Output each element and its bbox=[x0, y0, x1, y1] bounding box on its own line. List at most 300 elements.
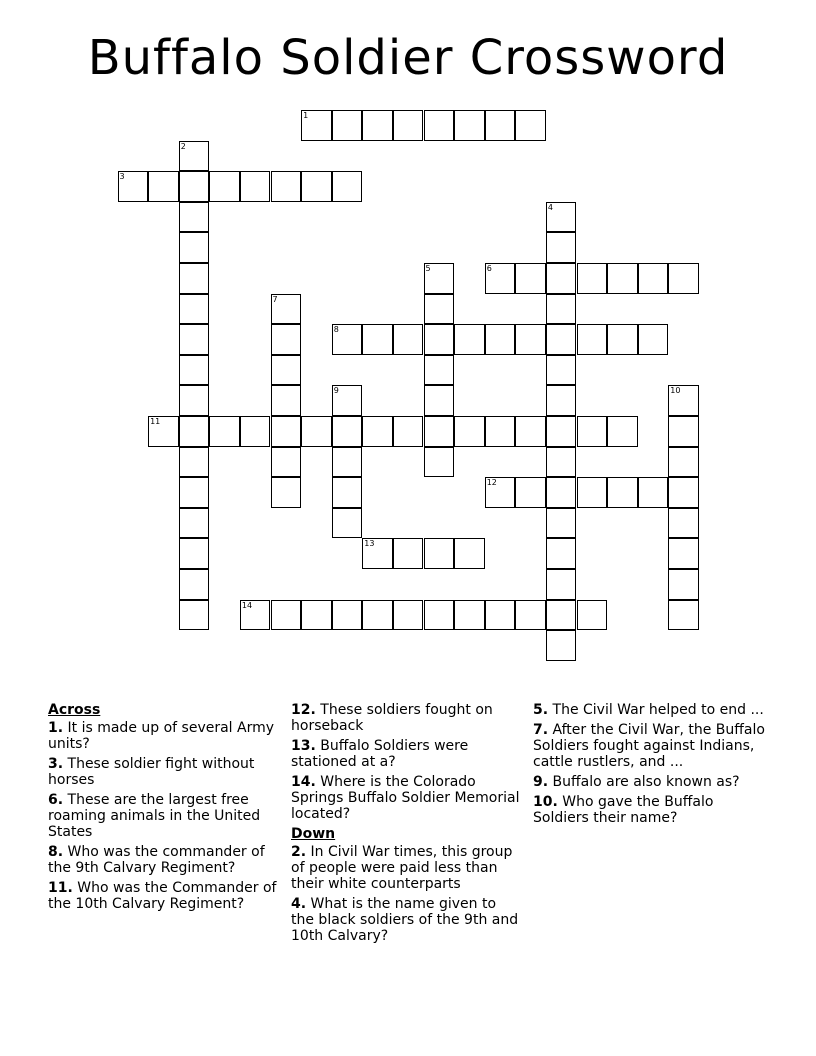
grid-cell[interactable] bbox=[179, 355, 210, 386]
grid-cell[interactable] bbox=[179, 324, 210, 355]
grid-cell[interactable] bbox=[424, 416, 455, 447]
grid-cell[interactable] bbox=[607, 324, 638, 355]
grid-cell[interactable] bbox=[271, 385, 302, 416]
grid-cell[interactable] bbox=[301, 416, 332, 447]
clue-across-14 bbox=[291, 774, 523, 822]
grid-cell[interactable] bbox=[515, 324, 546, 355]
grid-cell[interactable] bbox=[668, 263, 699, 294]
clue-number-label: 12 bbox=[486, 478, 497, 488]
grid-cell[interactable] bbox=[577, 263, 608, 294]
grid-cell[interactable] bbox=[546, 385, 577, 416]
cell-input[interactable] bbox=[547, 601, 576, 630]
clue-number-label: 9 bbox=[333, 386, 339, 396]
cell-input[interactable] bbox=[272, 295, 301, 324]
grid-cell[interactable] bbox=[332, 416, 363, 447]
cell-input[interactable] bbox=[210, 172, 239, 201]
clue-number: 6. bbox=[48, 792, 64, 808]
cell-input[interactable] bbox=[425, 417, 454, 446]
grid-cell[interactable] bbox=[148, 416, 179, 447]
grid-cell[interactable] bbox=[485, 110, 516, 141]
cell-input[interactable] bbox=[363, 417, 392, 446]
grid-cell[interactable] bbox=[362, 324, 393, 355]
clue-across-13 bbox=[291, 738, 523, 770]
grid-cell[interactable] bbox=[179, 141, 210, 172]
cell-input[interactable] bbox=[516, 417, 545, 446]
cell-input[interactable] bbox=[425, 356, 454, 385]
cell-input[interactable] bbox=[180, 203, 209, 232]
cell-input[interactable] bbox=[547, 631, 576, 660]
cell-input[interactable] bbox=[302, 417, 331, 446]
cell-input[interactable] bbox=[639, 478, 668, 507]
grid-cell[interactable] bbox=[577, 416, 608, 447]
grid-cell[interactable] bbox=[515, 110, 546, 141]
cell-input[interactable] bbox=[639, 325, 668, 354]
grid-cell[interactable] bbox=[424, 600, 455, 631]
cell-input[interactable] bbox=[455, 539, 484, 568]
grid-cell[interactable] bbox=[668, 600, 699, 631]
cell-input[interactable] bbox=[669, 417, 698, 446]
grid-cell[interactable] bbox=[424, 324, 455, 355]
grid-cell[interactable] bbox=[179, 263, 210, 294]
cell-input[interactable] bbox=[578, 417, 607, 446]
grid-cell[interactable] bbox=[638, 263, 669, 294]
grid-cell[interactable] bbox=[271, 355, 302, 386]
grid-cell[interactable] bbox=[179, 202, 210, 233]
cell-input[interactable] bbox=[455, 111, 484, 140]
cell-input[interactable] bbox=[455, 601, 484, 630]
cell-input[interactable] bbox=[547, 203, 576, 232]
grid-cell[interactable] bbox=[668, 538, 699, 569]
grid-cell[interactable] bbox=[577, 477, 608, 508]
cell-input[interactable] bbox=[425, 386, 454, 415]
cell-input[interactable] bbox=[608, 264, 637, 293]
grid-cell[interactable] bbox=[179, 385, 210, 416]
cell-input[interactable] bbox=[547, 295, 576, 324]
cell-input[interactable] bbox=[455, 325, 484, 354]
clue-number-label: 11 bbox=[150, 417, 161, 426]
clue-text: Who gave the Buffalo Soldiers their name? bbox=[533, 794, 714, 826]
cell-input[interactable] bbox=[302, 601, 331, 630]
cell-input[interactable] bbox=[333, 111, 362, 140]
cell-input[interactable] bbox=[486, 111, 515, 140]
clue-across-12 bbox=[291, 702, 523, 734]
grid-cell[interactable] bbox=[179, 294, 210, 325]
grid-cell[interactable] bbox=[148, 171, 179, 202]
clue-number-label: 4 bbox=[547, 202, 553, 212]
grid-cell[interactable] bbox=[546, 508, 577, 539]
grid-cell[interactable] bbox=[577, 600, 608, 631]
cell-input[interactable] bbox=[394, 111, 423, 140]
grid-cell[interactable] bbox=[209, 416, 240, 447]
cell-input[interactable] bbox=[547, 448, 576, 477]
cell-input[interactable] bbox=[394, 601, 423, 630]
grid-cell[interactable] bbox=[515, 416, 546, 447]
grid-cell[interactable] bbox=[607, 477, 638, 508]
clue-text: Buffalo Soldiers were stationed at a? bbox=[291, 738, 469, 770]
clue-text: These soldiers fought on horseback bbox=[291, 702, 493, 734]
cell-input[interactable] bbox=[333, 417, 362, 446]
page-title: Buffalo Soldier Crossword bbox=[87, 30, 729, 86]
grid-cell[interactable] bbox=[607, 416, 638, 447]
clue-number: 1. bbox=[48, 720, 64, 736]
cell-input[interactable] bbox=[180, 325, 209, 354]
cell-input[interactable] bbox=[302, 172, 331, 201]
grid-cell[interactable] bbox=[271, 324, 302, 355]
clue-number: 4. bbox=[291, 896, 307, 912]
grid-cell[interactable] bbox=[454, 324, 485, 355]
cell-input[interactable] bbox=[149, 417, 178, 446]
grid-cell[interactable] bbox=[485, 416, 516, 447]
grid-cell[interactable] bbox=[424, 355, 455, 386]
clue-number-label: 13 bbox=[364, 539, 375, 549]
grid-cell[interactable] bbox=[332, 477, 363, 508]
grid-cell[interactable] bbox=[668, 477, 699, 508]
cell-input[interactable] bbox=[578, 325, 607, 354]
cell-input[interactable] bbox=[425, 295, 454, 324]
grid-cell[interactable] bbox=[668, 416, 699, 447]
grid-cell[interactable] bbox=[271, 416, 302, 447]
grid-cell[interactable] bbox=[546, 294, 577, 325]
clue-text: In Civil War times, this group of people were paid less than their white counterparts bbox=[291, 844, 513, 892]
cell-input[interactable] bbox=[547, 570, 576, 599]
cell-input[interactable] bbox=[578, 601, 607, 630]
grid-cell[interactable] bbox=[332, 508, 363, 539]
cell-input[interactable] bbox=[333, 172, 362, 201]
clue-number: 2. bbox=[291, 844, 307, 860]
clue-text: What is the name given to the black soldiers of the 9th and 10th Calvary? bbox=[291, 896, 519, 944]
cell-input[interactable] bbox=[425, 539, 454, 568]
cell-input[interactable] bbox=[394, 417, 423, 446]
cell-input[interactable] bbox=[333, 386, 362, 415]
grid-cell[interactable] bbox=[332, 385, 363, 416]
cell-input[interactable] bbox=[425, 264, 454, 293]
grid-cell[interactable] bbox=[424, 447, 455, 478]
grid-cell[interactable] bbox=[393, 600, 424, 631]
clue-number-label: 8 bbox=[333, 325, 339, 335]
cell-input[interactable] bbox=[608, 417, 637, 446]
cell-input[interactable] bbox=[547, 264, 576, 293]
grid-cell[interactable] bbox=[607, 263, 638, 294]
clue-text: The Civil War helped to end ... bbox=[552, 702, 764, 718]
cell-input[interactable] bbox=[180, 172, 209, 201]
cell-input[interactable] bbox=[669, 478, 698, 507]
clue-down-4 bbox=[291, 896, 523, 944]
cell-input[interactable] bbox=[272, 325, 301, 354]
grid-cell[interactable] bbox=[179, 600, 210, 631]
clue-across-8 bbox=[48, 844, 280, 876]
grid-cell[interactable] bbox=[454, 110, 485, 141]
grid-cell[interactable] bbox=[332, 324, 363, 355]
grid-cell[interactable] bbox=[454, 600, 485, 631]
grid-cell[interactable] bbox=[546, 538, 577, 569]
grid-cell[interactable] bbox=[240, 416, 271, 447]
cell-input[interactable] bbox=[669, 570, 698, 599]
grid-cell[interactable] bbox=[362, 110, 393, 141]
cell-input[interactable] bbox=[547, 386, 576, 415]
cell-input[interactable] bbox=[180, 601, 209, 630]
clue-number-label: 1 bbox=[303, 111, 309, 120]
grid-cell[interactable] bbox=[240, 171, 271, 202]
grid-cell[interactable] bbox=[179, 538, 210, 569]
clue-across-11 bbox=[48, 880, 280, 912]
grid-cell[interactable] bbox=[301, 110, 332, 141]
grid-cell[interactable] bbox=[424, 110, 455, 141]
grid-cell[interactable] bbox=[546, 600, 577, 631]
cell-input[interactable] bbox=[486, 264, 515, 293]
cell-input[interactable] bbox=[425, 601, 454, 630]
grid-cell[interactable] bbox=[638, 324, 669, 355]
grid-cell[interactable] bbox=[515, 263, 546, 294]
cell-input[interactable] bbox=[516, 601, 545, 630]
clue-number-label: 2 bbox=[180, 141, 186, 151]
cell-input[interactable] bbox=[241, 601, 270, 630]
cell-input[interactable] bbox=[608, 325, 637, 354]
clue-text: Where is the Colorado Springs Buffalo Soldier Memorial located? bbox=[291, 774, 520, 822]
grid-cell[interactable] bbox=[668, 385, 699, 416]
cell-input[interactable] bbox=[180, 264, 209, 293]
across-heading: Across bbox=[48, 702, 101, 718]
cell-input[interactable] bbox=[272, 601, 301, 630]
grid-cell[interactable] bbox=[393, 538, 424, 569]
grid-cell[interactable] bbox=[424, 263, 455, 294]
cell-input[interactable] bbox=[455, 417, 484, 446]
grid-cell[interactable] bbox=[332, 110, 363, 141]
cell-input[interactable] bbox=[394, 539, 423, 568]
clue-text: After the Civil War, the Buffalo Soldiers fought against Indians, cattle rustlers, and ... bbox=[533, 722, 765, 770]
grid-cell[interactable] bbox=[332, 447, 363, 478]
grid-cell[interactable] bbox=[424, 538, 455, 569]
cell-input[interactable] bbox=[241, 417, 270, 446]
clue-number-label: 3 bbox=[119, 172, 125, 182]
grid-cell[interactable] bbox=[546, 263, 577, 294]
cell-input[interactable] bbox=[210, 417, 239, 446]
grid-cell[interactable] bbox=[179, 232, 210, 263]
grid-cell[interactable] bbox=[332, 171, 363, 202]
cell-input[interactable] bbox=[180, 570, 209, 599]
clue-number: 11. bbox=[48, 880, 73, 896]
clue-number: 14. bbox=[291, 774, 316, 790]
grid-cell[interactable] bbox=[485, 477, 516, 508]
cell-input[interactable] bbox=[149, 172, 178, 201]
clue-number-label: 7 bbox=[272, 294, 278, 304]
grid-cell[interactable] bbox=[668, 569, 699, 600]
grid-cell[interactable] bbox=[209, 171, 240, 202]
grid-cell[interactable] bbox=[240, 600, 271, 631]
cell-input[interactable] bbox=[547, 417, 576, 446]
cell-input[interactable] bbox=[333, 601, 362, 630]
cell-input[interactable] bbox=[180, 142, 209, 171]
grid-cell[interactable] bbox=[454, 416, 485, 447]
grid-cell[interactable] bbox=[362, 600, 393, 631]
grid-cell[interactable] bbox=[668, 508, 699, 539]
cell-input[interactable] bbox=[241, 172, 270, 201]
cell-input[interactable] bbox=[180, 448, 209, 477]
cell-input[interactable] bbox=[608, 478, 637, 507]
grid-cell[interactable] bbox=[271, 477, 302, 508]
clue-text: These soldier fight without horses bbox=[48, 756, 255, 788]
grid-cell[interactable] bbox=[301, 171, 332, 202]
grid-cell[interactable] bbox=[577, 324, 608, 355]
grid-cell[interactable] bbox=[393, 416, 424, 447]
cell-input[interactable] bbox=[516, 325, 545, 354]
cell-input[interactable] bbox=[639, 264, 668, 293]
cell-input[interactable] bbox=[272, 478, 301, 507]
clue-number-label: 10 bbox=[670, 386, 681, 396]
cell-input[interactable] bbox=[425, 448, 454, 477]
grid-cell[interactable] bbox=[271, 447, 302, 478]
cell-input[interactable] bbox=[180, 539, 209, 568]
cell-input[interactable] bbox=[516, 264, 545, 293]
cell-input[interactable] bbox=[363, 601, 392, 630]
clue-number: 13. bbox=[291, 738, 316, 754]
cell-input[interactable] bbox=[669, 539, 698, 568]
cell-input[interactable] bbox=[119, 172, 148, 201]
cell-input[interactable] bbox=[272, 172, 301, 201]
grid-cell[interactable] bbox=[301, 600, 332, 631]
cell-input[interactable] bbox=[333, 448, 362, 477]
cell-input[interactable] bbox=[547, 356, 576, 385]
cell-input[interactable] bbox=[486, 325, 515, 354]
grid-cell[interactable] bbox=[179, 416, 210, 447]
cell-input[interactable] bbox=[486, 417, 515, 446]
cell-input[interactable] bbox=[394, 325, 423, 354]
grid-cell[interactable] bbox=[546, 355, 577, 386]
clue-down-5 bbox=[533, 702, 765, 718]
cell-input[interactable] bbox=[486, 601, 515, 630]
grid-cell[interactable] bbox=[271, 294, 302, 325]
grid-cell[interactable] bbox=[393, 324, 424, 355]
down-heading: Down bbox=[291, 826, 336, 842]
cell-input[interactable] bbox=[425, 111, 454, 140]
cell-input[interactable] bbox=[669, 448, 698, 477]
cell-input[interactable] bbox=[180, 295, 209, 324]
grid-cell[interactable] bbox=[546, 569, 577, 600]
cell-input[interactable] bbox=[180, 478, 209, 507]
clues-column-2 bbox=[291, 702, 523, 948]
grid-cell[interactable] bbox=[179, 508, 210, 539]
cell-input[interactable] bbox=[363, 539, 392, 568]
clue-text: These are the largest free roaming animals in the United States bbox=[48, 792, 261, 840]
clue-down-10 bbox=[533, 794, 765, 826]
clue-number: 9. bbox=[533, 774, 549, 790]
grid-cell[interactable] bbox=[546, 232, 577, 263]
cell-input[interactable] bbox=[272, 448, 301, 477]
cell-input[interactable] bbox=[516, 478, 545, 507]
cell-input[interactable] bbox=[180, 417, 209, 446]
cell-input[interactable] bbox=[302, 111, 331, 140]
grid-cell[interactable] bbox=[179, 477, 210, 508]
cell-input[interactable] bbox=[363, 111, 392, 140]
cell-input[interactable] bbox=[363, 325, 392, 354]
grid-cell[interactable] bbox=[271, 171, 302, 202]
grid-cell[interactable] bbox=[546, 447, 577, 478]
clue-number: 10. bbox=[533, 794, 558, 810]
cell-input[interactable] bbox=[180, 356, 209, 385]
grid-cell[interactable] bbox=[393, 110, 424, 141]
grid-cell[interactable] bbox=[638, 477, 669, 508]
cell-input[interactable] bbox=[547, 478, 576, 507]
grid-cell[interactable] bbox=[546, 324, 577, 355]
grid-cell[interactable] bbox=[546, 630, 577, 661]
clue-down-9 bbox=[533, 774, 765, 790]
cell-input[interactable] bbox=[272, 417, 301, 446]
clue-text: It is made up of several Army units? bbox=[48, 720, 275, 752]
grid-cell[interactable] bbox=[485, 600, 516, 631]
grid-cell[interactable] bbox=[362, 416, 393, 447]
grid-cell[interactable] bbox=[179, 569, 210, 600]
clue-number-label: 14 bbox=[241, 600, 253, 610]
clue-number-label: 6 bbox=[486, 264, 492, 273]
grid-cell[interactable] bbox=[546, 416, 577, 447]
grid-cell[interactable] bbox=[362, 538, 393, 569]
clue-number: 3. bbox=[48, 756, 64, 772]
cell-input[interactable] bbox=[547, 325, 576, 354]
grid-cell[interactable] bbox=[454, 538, 485, 569]
cell-input[interactable] bbox=[578, 478, 607, 507]
grid-cell[interactable] bbox=[271, 600, 302, 631]
cell-input[interactable] bbox=[547, 539, 576, 568]
cell-input[interactable] bbox=[578, 264, 607, 293]
cell-input[interactable] bbox=[669, 601, 698, 630]
cell-input[interactable] bbox=[180, 386, 209, 415]
cell-input[interactable] bbox=[547, 233, 576, 262]
clue-text: Buffalo are also known as? bbox=[552, 774, 740, 790]
grid-cell[interactable] bbox=[485, 324, 516, 355]
clue-across-3 bbox=[48, 756, 280, 788]
grid-cell[interactable] bbox=[179, 447, 210, 478]
cell-input[interactable] bbox=[669, 509, 698, 538]
clue-down-7 bbox=[533, 722, 765, 770]
cell-input[interactable] bbox=[486, 478, 515, 507]
clue-number: 7. bbox=[533, 722, 549, 738]
clue-text: Who was the Commander of the 10th Calvary Regiment? bbox=[48, 880, 277, 912]
grid-cell[interactable] bbox=[424, 385, 455, 416]
grid-cell[interactable] bbox=[515, 477, 546, 508]
clue-number: 5. bbox=[533, 702, 549, 718]
grid-cell[interactable] bbox=[546, 477, 577, 508]
clue-number: 12. bbox=[291, 702, 316, 718]
cell-input[interactable] bbox=[272, 356, 301, 385]
cell-input[interactable] bbox=[547, 509, 576, 538]
clue-text: Who was the commander of the 9th Calvary Regiment? bbox=[48, 844, 265, 876]
clue-down-2 bbox=[291, 844, 523, 892]
clue-number: 8. bbox=[48, 844, 64, 860]
cell-input[interactable] bbox=[180, 233, 209, 262]
clues-column-1 bbox=[48, 702, 280, 916]
cell-input[interactable] bbox=[425, 325, 454, 354]
cell-input[interactable] bbox=[180, 509, 209, 538]
grid-cell[interactable] bbox=[118, 171, 149, 202]
clues-column-3 bbox=[533, 702, 765, 830]
grid-cell[interactable] bbox=[424, 294, 455, 325]
grid-cell[interactable] bbox=[515, 600, 546, 631]
grid-cell[interactable] bbox=[668, 447, 699, 478]
clue-across-1 bbox=[48, 720, 280, 752]
grid-cell[interactable] bbox=[546, 202, 577, 233]
cell-input[interactable] bbox=[669, 386, 698, 415]
grid-cell[interactable] bbox=[485, 263, 516, 294]
cell-input[interactable] bbox=[333, 325, 362, 354]
cell-input[interactable] bbox=[272, 386, 301, 415]
grid-cell[interactable] bbox=[332, 600, 363, 631]
cell-input[interactable] bbox=[669, 264, 698, 293]
clue-across-6 bbox=[48, 792, 280, 840]
cell-input[interactable] bbox=[333, 478, 362, 507]
cell-input[interactable] bbox=[333, 509, 362, 538]
cell-input[interactable] bbox=[516, 111, 545, 140]
clue-number-label: 5 bbox=[425, 264, 431, 273]
grid-cell[interactable] bbox=[179, 171, 210, 202]
